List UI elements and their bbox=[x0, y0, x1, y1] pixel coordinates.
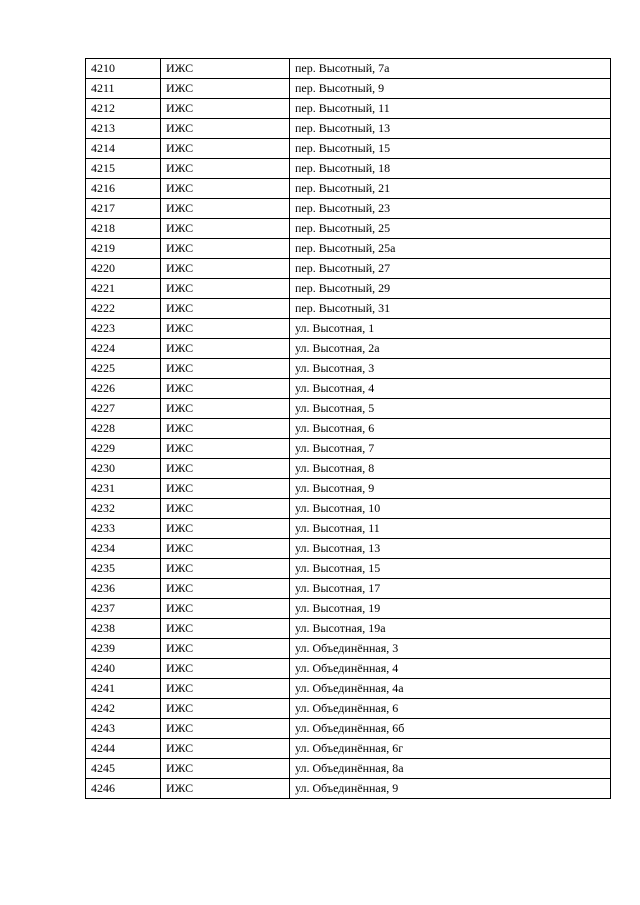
table-row bbox=[86, 339, 611, 359]
row-number-cell: 4225 bbox=[86, 359, 161, 379]
table-row bbox=[86, 399, 611, 419]
building-type-cell: ИЖС bbox=[161, 459, 290, 479]
row-number-cell: 4230 bbox=[86, 459, 161, 479]
building-type-cell: ИЖС bbox=[161, 199, 290, 219]
building-type-cell: ИЖС bbox=[161, 219, 290, 239]
table-row bbox=[86, 179, 611, 199]
address-cell: пер. Высотный, 18 bbox=[290, 159, 611, 179]
building-type-cell: ИЖС bbox=[161, 439, 290, 459]
table-row bbox=[86, 639, 611, 659]
address-cell: пер. Высотный, 13 bbox=[290, 119, 611, 139]
building-type-cell: ИЖС bbox=[161, 659, 290, 679]
row-number-cell: 4213 bbox=[86, 119, 161, 139]
address-cell: ул. Объединённая, 3 bbox=[290, 639, 611, 659]
building-type-cell: ИЖС bbox=[161, 79, 290, 99]
table-row bbox=[86, 679, 611, 699]
row-number-cell: 4232 bbox=[86, 499, 161, 519]
address-cell: пер. Высотный, 15 bbox=[290, 139, 611, 159]
address-cell: ул. Высотная, 15 bbox=[290, 559, 611, 579]
address-cell: пер. Высотный, 7а bbox=[290, 59, 611, 79]
building-type-cell: ИЖС bbox=[161, 239, 290, 259]
row-number-cell: 4238 bbox=[86, 619, 161, 639]
building-type-cell: ИЖС bbox=[161, 679, 290, 699]
table-row bbox=[86, 299, 611, 319]
building-type-cell: ИЖС bbox=[161, 339, 290, 359]
row-number-cell: 4236 bbox=[86, 579, 161, 599]
address-cell: ул. Объединённая, 4а bbox=[290, 679, 611, 699]
row-number-cell: 4220 bbox=[86, 259, 161, 279]
table-row bbox=[86, 599, 611, 619]
address-cell: ул. Высотная, 2а bbox=[290, 339, 611, 359]
building-type-cell: ИЖС bbox=[161, 179, 290, 199]
address-cell: ул. Высотная, 6 bbox=[290, 419, 611, 439]
table-row bbox=[86, 479, 611, 499]
row-number-cell: 4223 bbox=[86, 319, 161, 339]
address-cell: ул. Высотная, 4 bbox=[290, 379, 611, 399]
address-cell: пер. Высотный, 27 bbox=[290, 259, 611, 279]
address-cell: ул. Высотная, 8 bbox=[290, 459, 611, 479]
row-number-cell: 4217 bbox=[86, 199, 161, 219]
table-row bbox=[86, 499, 611, 519]
table-row bbox=[86, 579, 611, 599]
row-number-cell: 4226 bbox=[86, 379, 161, 399]
row-number-cell: 4224 bbox=[86, 339, 161, 359]
row-number-cell: 4210 bbox=[86, 59, 161, 79]
building-type-cell: ИЖС bbox=[161, 579, 290, 599]
address-cell: ул. Объединённая, 9 bbox=[290, 779, 611, 799]
row-number-cell: 4233 bbox=[86, 519, 161, 539]
building-type-cell: ИЖС bbox=[161, 519, 290, 539]
row-number-cell: 4241 bbox=[86, 679, 161, 699]
address-cell: ул. Высотная, 10 bbox=[290, 499, 611, 519]
address-cell: пер. Высотный, 25 bbox=[290, 219, 611, 239]
building-type-cell: ИЖС bbox=[161, 479, 290, 499]
table-row bbox=[86, 519, 611, 539]
table-row bbox=[86, 259, 611, 279]
building-type-cell: ИЖС bbox=[161, 539, 290, 559]
table-row bbox=[86, 459, 611, 479]
address-cell: ул. Высотная, 7 bbox=[290, 439, 611, 459]
row-number-cell: 4229 bbox=[86, 439, 161, 459]
address-cell: пер. Высотный, 9 bbox=[290, 79, 611, 99]
table-row bbox=[86, 59, 611, 79]
address-cell: ул. Высотная, 11 bbox=[290, 519, 611, 539]
table-row bbox=[86, 379, 611, 399]
table-row bbox=[86, 539, 611, 559]
building-type-cell: ИЖС bbox=[161, 99, 290, 119]
row-number-cell: 4218 bbox=[86, 219, 161, 239]
building-type-cell: ИЖС bbox=[161, 499, 290, 519]
address-cell: ул. Высотная, 1 bbox=[290, 319, 611, 339]
building-type-cell: ИЖС bbox=[161, 279, 290, 299]
building-type-cell: ИЖС bbox=[161, 779, 290, 799]
building-type-cell: ИЖС bbox=[161, 59, 290, 79]
address-cell: пер. Высотный, 11 bbox=[290, 99, 611, 119]
address-cell: ул. Объединённая, 6 bbox=[290, 699, 611, 719]
table-row bbox=[86, 699, 611, 719]
building-type-cell: ИЖС bbox=[161, 639, 290, 659]
building-type-cell: ИЖС bbox=[161, 319, 290, 339]
building-type-cell: ИЖС bbox=[161, 259, 290, 279]
table-row bbox=[86, 719, 611, 739]
table-row bbox=[86, 219, 611, 239]
building-type-cell: ИЖС bbox=[161, 559, 290, 579]
table-row bbox=[86, 419, 611, 439]
address-cell: пер. Высотный, 21 bbox=[290, 179, 611, 199]
address-cell: ул. Объединённая, 6б bbox=[290, 719, 611, 739]
table-row bbox=[86, 99, 611, 119]
row-number-cell: 4237 bbox=[86, 599, 161, 619]
row-number-cell: 4221 bbox=[86, 279, 161, 299]
table-row bbox=[86, 319, 611, 339]
row-number-cell: 4234 bbox=[86, 539, 161, 559]
building-type-cell: ИЖС bbox=[161, 399, 290, 419]
table-row bbox=[86, 439, 611, 459]
table-row bbox=[86, 139, 611, 159]
table-body bbox=[86, 59, 611, 799]
building-type-cell: ИЖС bbox=[161, 419, 290, 439]
building-type-cell: ИЖС bbox=[161, 139, 290, 159]
row-number-cell: 4211 bbox=[86, 79, 161, 99]
table-row bbox=[86, 119, 611, 139]
address-cell: пер. Высотный, 31 bbox=[290, 299, 611, 319]
building-type-cell: ИЖС bbox=[161, 119, 290, 139]
building-type-cell: ИЖС bbox=[161, 599, 290, 619]
row-number-cell: 4243 bbox=[86, 719, 161, 739]
row-number-cell: 4240 bbox=[86, 659, 161, 679]
building-type-cell: ИЖС bbox=[161, 719, 290, 739]
row-number-cell: 4242 bbox=[86, 699, 161, 719]
table-row bbox=[86, 199, 611, 219]
address-cell: пер. Высотный, 23 bbox=[290, 199, 611, 219]
address-cell: ул. Объединённая, 6г bbox=[290, 739, 611, 759]
address-cell: ул. Высотная, 3 bbox=[290, 359, 611, 379]
building-type-cell: ИЖС bbox=[161, 699, 290, 719]
row-number-cell: 4231 bbox=[86, 479, 161, 499]
table-row bbox=[86, 759, 611, 779]
row-number-cell: 4219 bbox=[86, 239, 161, 259]
address-cell: ул. Высотная, 13 bbox=[290, 539, 611, 559]
building-type-cell: ИЖС bbox=[161, 759, 290, 779]
address-cell: ул. Высотная, 5 bbox=[290, 399, 611, 419]
table-row bbox=[86, 79, 611, 99]
row-number-cell: 4222 bbox=[86, 299, 161, 319]
building-type-cell: ИЖС bbox=[161, 299, 290, 319]
building-type-cell: ИЖС bbox=[161, 379, 290, 399]
address-cell: ул. Высотная, 19 bbox=[290, 599, 611, 619]
row-number-cell: 4227 bbox=[86, 399, 161, 419]
building-type-cell: ИЖС bbox=[161, 159, 290, 179]
row-number-cell: 4245 bbox=[86, 759, 161, 779]
address-registry-table bbox=[85, 58, 611, 799]
table-row bbox=[86, 279, 611, 299]
building-type-cell: ИЖС bbox=[161, 739, 290, 759]
row-number-cell: 4214 bbox=[86, 139, 161, 159]
table-row bbox=[86, 739, 611, 759]
address-cell: пер. Высотный, 29 bbox=[290, 279, 611, 299]
table-row bbox=[86, 619, 611, 639]
row-number-cell: 4244 bbox=[86, 739, 161, 759]
address-cell: ул. Объединённая, 8а bbox=[290, 759, 611, 779]
row-number-cell: 4239 bbox=[86, 639, 161, 659]
table-row bbox=[86, 239, 611, 259]
address-cell: ул. Высотная, 19а bbox=[290, 619, 611, 639]
table-row bbox=[86, 659, 611, 679]
table-row bbox=[86, 559, 611, 579]
table-row bbox=[86, 159, 611, 179]
address-cell: ул. Высотная, 9 bbox=[290, 479, 611, 499]
row-number-cell: 4216 bbox=[86, 179, 161, 199]
row-number-cell: 4215 bbox=[86, 159, 161, 179]
building-type-cell: ИЖС bbox=[161, 619, 290, 639]
row-number-cell: 4228 bbox=[86, 419, 161, 439]
row-number-cell: 4235 bbox=[86, 559, 161, 579]
row-number-cell: 4212 bbox=[86, 99, 161, 119]
address-cell: пер. Высотный, 25а bbox=[290, 239, 611, 259]
row-number-cell: 4246 bbox=[86, 779, 161, 799]
address-cell: ул. Объединённая, 4 bbox=[290, 659, 611, 679]
address-cell: ул. Высотная, 17 bbox=[290, 579, 611, 599]
table-row bbox=[86, 359, 611, 379]
table-row bbox=[86, 779, 611, 799]
building-type-cell: ИЖС bbox=[161, 359, 290, 379]
